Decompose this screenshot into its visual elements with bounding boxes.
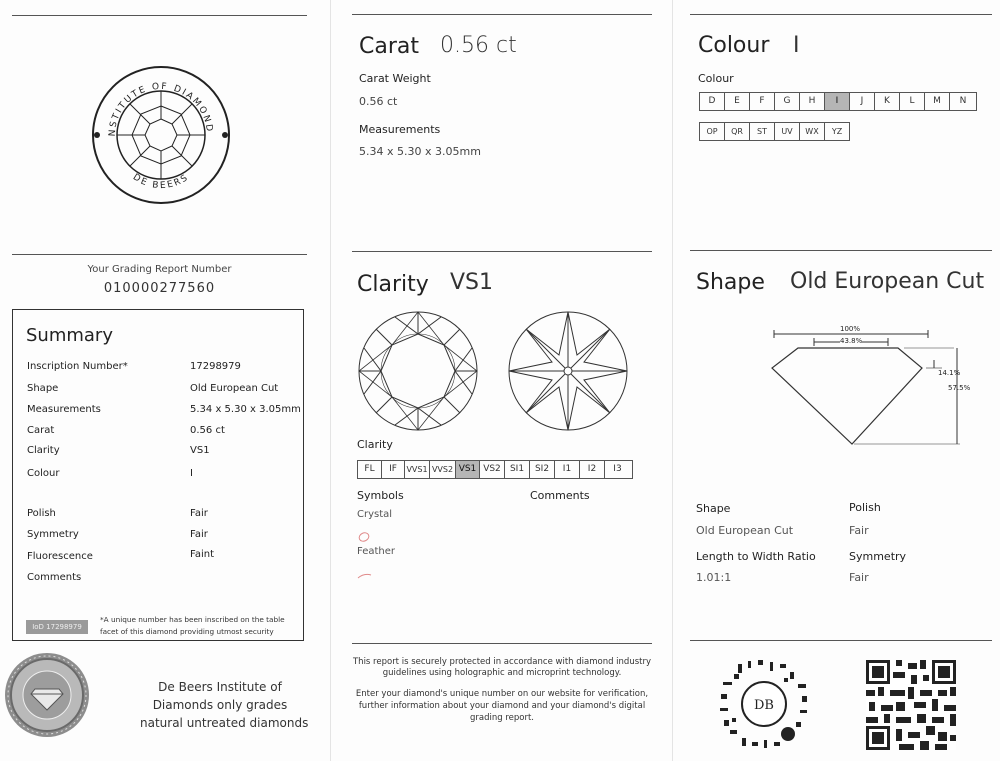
shape-value: Old European Cut	[696, 524, 794, 537]
colour-heading: Colour	[698, 33, 770, 58]
rule-right-top	[690, 14, 992, 15]
ratio-label: Length to Width Ratio	[696, 550, 816, 563]
summary-label-inscription: Inscription Number*	[27, 361, 128, 372]
shape-heading: Shape	[696, 270, 765, 295]
fold-line-2	[672, 0, 673, 761]
db-seal-icon[interactable]	[718, 658, 810, 750]
polish-label: Polish	[849, 501, 881, 514]
clarity-grade-if: IF	[382, 461, 405, 478]
colour-grade-uv: UV	[775, 123, 800, 140]
colour-grade-m: M	[925, 93, 950, 110]
colour-grade-st: ST	[750, 123, 775, 140]
measurements-label: Measurements	[359, 123, 441, 136]
logo-ring-top-text: NSTITUTE OF DIAMOND	[107, 81, 215, 137]
clarity-grade-fl: FL	[358, 461, 382, 478]
colour-grade-j: J	[850, 93, 875, 110]
clarity-scale	[357, 460, 633, 479]
clarity-grade-i3: I3	[613, 464, 622, 474]
summary-footnote-line2: facet of this diamond providing utmost security	[100, 627, 274, 636]
logo-ring-bottom-text: DE BEERS	[130, 172, 192, 192]
clarity-grade-i2: I2	[580, 461, 605, 478]
hologram-seal-icon	[4, 652, 90, 738]
colour-grade-l: L	[900, 93, 925, 110]
colour-scale-secondary	[699, 122, 850, 141]
feather-symbol-icon	[357, 565, 373, 573]
proportions-diagram	[762, 322, 982, 452]
colour-grade-wx: WX	[800, 123, 825, 140]
footer-left-line3: natural untreated diamonds	[140, 716, 309, 730]
svg-text:INSTITUTE OF DIAMONDS	[90, 64, 214, 137]
diagram-width-label: 100%	[840, 325, 861, 333]
colour-scale-primary	[699, 92, 977, 111]
colour-grade-i: I	[825, 93, 850, 110]
summary-label-symmetry: Symmetry	[27, 529, 79, 540]
fold-line-1	[330, 0, 331, 761]
colour-heading-value: I	[793, 33, 800, 58]
clarity-plot-pavilion	[507, 310, 629, 432]
inscription-badge: IoD 17298979	[26, 620, 88, 634]
security-line5: grading report.	[469, 713, 534, 723]
carat-heading-value: 0.56 ct	[440, 33, 517, 58]
summary-label-polish: Polish	[27, 508, 56, 519]
seal-monogram: DB	[754, 698, 774, 713]
summary-value-symmetry: Fair	[190, 529, 208, 540]
carat-weight-value: 0.56 ct	[359, 95, 398, 108]
summary-label-clarity: Clarity	[27, 445, 60, 456]
colour-grade-qr: QR	[725, 123, 750, 140]
carat-weight-label: Carat Weight	[359, 72, 431, 85]
security-line1: This report is securely protected in accordance with diamond industry	[352, 657, 651, 667]
rule-right-mid	[690, 250, 992, 251]
summary-title: Summary	[26, 325, 113, 346]
summary-label-fluorescence: Fluorescence	[27, 551, 93, 562]
rule-left-top	[12, 15, 307, 16]
summary-label-shape: Shape	[27, 383, 59, 394]
clarity-heading-value: VS1	[450, 270, 494, 295]
carat-heading: Carat	[359, 34, 419, 59]
colour-grade-k: K	[875, 93, 900, 110]
footer-left-line2: Diamonds only grades	[152, 698, 288, 712]
clarity-plot-crown	[357, 310, 479, 432]
rule-mid-bottom	[352, 643, 652, 644]
rule-right-bottom	[690, 640, 992, 641]
clarity-heading: Clarity	[357, 272, 429, 297]
summary-label-colour: Colour	[27, 468, 60, 479]
clarity-grade-vvs1: VVS1	[405, 461, 430, 478]
rule-left-mid	[12, 254, 307, 255]
colour-grade-op: OP	[700, 123, 725, 140]
institute-logo	[90, 64, 232, 206]
symmetry-value: Fair	[849, 571, 869, 584]
summary-value-polish: Fair	[190, 508, 208, 519]
colour-grade-n: N	[959, 96, 967, 106]
measurements-value: 5.34 x 5.30 x 3.05mm	[359, 145, 481, 158]
report-number-label: Your Grading Report Number	[87, 264, 232, 275]
clarity-grade-si2: SI2	[530, 461, 555, 478]
diagram-depth-label: 57.5%	[948, 384, 971, 392]
shape-label: Shape	[696, 502, 731, 515]
colour-grade-e: E	[725, 93, 750, 110]
symbol-feather-label: Feather	[357, 546, 396, 557]
clarity-grade-si1: SI1	[505, 461, 530, 478]
colour-grade-d: D	[700, 93, 725, 110]
rule-mid-mid	[352, 251, 652, 252]
summary-value-measurements: 5.34 x 5.30 x 3.05mm	[190, 404, 301, 415]
summary-value-fluorescence: Faint	[190, 549, 214, 560]
security-line2: guidelines using holographic and microprint technology.	[382, 668, 622, 678]
footer-left-line1: De Beers Institute of	[158, 680, 282, 694]
clarity-grade-vvs2: VVS2	[430, 461, 456, 478]
diagram-crown-label: 14.1%	[938, 369, 961, 377]
clarity-grade-i1: I1	[555, 461, 580, 478]
report-number: 010000277560	[103, 281, 216, 296]
summary-value-inscription: 17298979	[190, 361, 241, 372]
colour-grade-yz: YZ	[831, 127, 843, 136]
symbols-label: Symbols	[357, 489, 404, 502]
summary-value-shape: Old European Cut	[190, 383, 279, 394]
shape-heading-value: Old European Cut	[790, 269, 985, 294]
clarity-grade-vs1: VS1	[456, 461, 480, 478]
comments-label: Comments	[530, 489, 590, 502]
polish-value: Fair	[849, 524, 869, 537]
summary-label-comments: Comments	[27, 572, 82, 583]
symbol-crystal-label: Crystal	[357, 509, 393, 520]
colour-grade-g: G	[775, 93, 800, 110]
diagram-table-label: 43.8%	[840, 337, 863, 345]
clarity-scale-label: Clarity	[357, 438, 393, 451]
security-line4: further information about your diamond and your diamond's digital	[358, 701, 646, 711]
summary-value-colour: I	[190, 468, 193, 479]
clarity-grade-vs2: VS2	[480, 461, 505, 478]
qr-code-icon[interactable]	[866, 660, 956, 750]
colour-grade-h: H	[800, 93, 825, 110]
security-line3: Enter your diamond's unique number on our website for verification,	[355, 689, 649, 699]
summary-label-carat: Carat	[27, 425, 55, 436]
ratio-value: 1.01:1	[696, 571, 732, 584]
crystal-symbol-icon	[357, 528, 371, 540]
rule-mid-top	[352, 14, 652, 15]
colour-scale-label: Colour	[698, 72, 734, 85]
summary-value-clarity: VS1	[190, 445, 210, 456]
symmetry-label: Symmetry	[849, 550, 907, 563]
colour-grade-f: F	[750, 93, 775, 110]
summary-label-measurements: Measurements	[27, 404, 101, 415]
summary-footnote-line1: *A unique number has been inscribed on the table	[100, 615, 285, 624]
summary-value-carat: 0.56 ct	[190, 425, 225, 436]
